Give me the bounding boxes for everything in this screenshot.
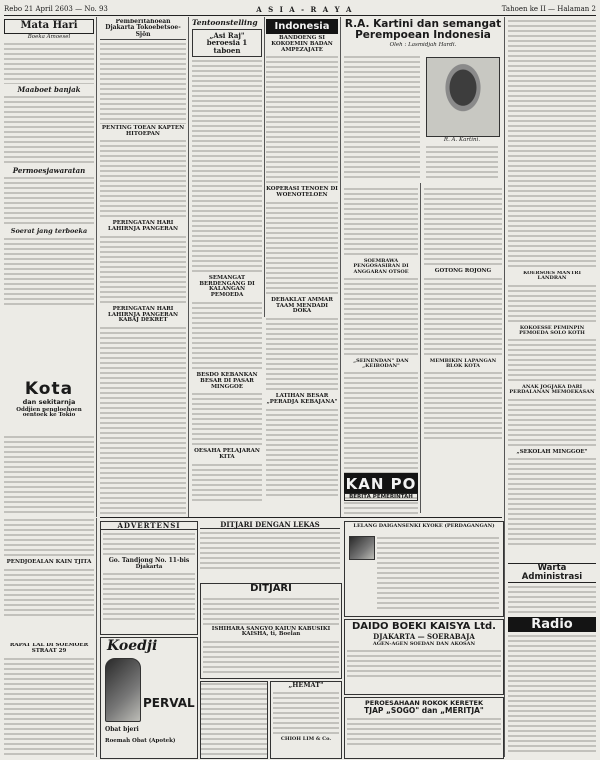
headline-kapten: PENTING TOEAN KAPTEN HITOEPAN bbox=[101, 124, 185, 137]
article-text bbox=[100, 235, 186, 305]
subhead-boeka-amoesel: Boeka Amoesel bbox=[27, 33, 71, 40]
article-text bbox=[344, 187, 418, 257]
rokok-title: PEROESAHAAN ROKOK KERETEK bbox=[364, 699, 484, 707]
article-text bbox=[4, 568, 94, 618]
advertensi-box bbox=[100, 521, 198, 635]
article-text bbox=[4, 657, 94, 757]
article-text bbox=[426, 145, 498, 181]
column-rule bbox=[96, 518, 97, 757]
masthead bbox=[4, 3, 596, 16]
chioh-name: CHIOH LIM & Co. bbox=[280, 735, 332, 742]
headline-besdo: BESDO KEBANKAN BESAR DI PASAR MINGGOE bbox=[196, 371, 258, 390]
ad-city: Djakarta bbox=[135, 563, 163, 570]
warta-administrasi bbox=[508, 563, 596, 613]
ad-text bbox=[103, 572, 195, 622]
kartini-portrait bbox=[426, 57, 500, 137]
daido-agents: AGEN-AGEN SOEDAN DAN AKOSAN bbox=[372, 640, 476, 647]
article-text bbox=[192, 392, 262, 447]
headline-tentoonstelling: Tentoonstelling bbox=[192, 19, 258, 27]
headline-ditjari-lekas: DITJARI DENGAN LEKAS bbox=[200, 521, 340, 529]
article-text bbox=[266, 55, 338, 185]
article-text bbox=[266, 408, 338, 498]
daido-cities: DJAKARTA — SOERABAJA bbox=[373, 631, 475, 641]
headline-semangat: SEMANGAT BERDENGANG DI KALANGAN PEMOEDA bbox=[199, 274, 255, 299]
article-text bbox=[508, 457, 596, 547]
article-text bbox=[4, 95, 94, 165]
article-text bbox=[266, 317, 338, 392]
article-text bbox=[192, 301, 262, 371]
portrait-caption: R. A. Kartini. bbox=[443, 137, 481, 143]
headline-debaklat: DEBAKLAT AMMAR TAAM MENDADI DOKA bbox=[271, 296, 333, 315]
article-text bbox=[4, 42, 94, 84]
headline-sekolah-minggoe: „SEKOLAH MINGGOE" bbox=[516, 448, 588, 455]
column-rule bbox=[504, 17, 505, 757]
headline-radio: Radio bbox=[508, 617, 596, 632]
headline-lapangan: MEMBIKIN LAPANGAN BLOK KOTA bbox=[429, 357, 497, 370]
headline-oesaha: OESAHA PELAJARAN KITA bbox=[194, 448, 260, 461]
article-text bbox=[508, 284, 596, 324]
hemat-ad bbox=[270, 681, 342, 759]
article-text bbox=[192, 59, 262, 274]
kanpo-title: KAN PO bbox=[345, 475, 417, 493]
masthead-title: A S I A - R A Y A bbox=[256, 4, 354, 14]
column-rule bbox=[188, 17, 189, 517]
headline-kota: Kota bbox=[24, 381, 74, 399]
column-5a bbox=[344, 187, 418, 515]
column-rule bbox=[420, 183, 421, 513]
kanpo-subtitle: BERITA PEMERINTAH bbox=[344, 493, 418, 501]
ditjari-lekas bbox=[200, 521, 340, 579]
article-text bbox=[4, 176, 94, 226]
daido-title: DAIDO BOEKI KAISYA Ltd. bbox=[352, 621, 496, 632]
radio-schedule bbox=[508, 634, 596, 752]
ad-text bbox=[200, 531, 340, 571]
lelang-title: LELANG DAIGANSENKI KYOKE (PERDAGANGAN) bbox=[353, 523, 495, 529]
article-text bbox=[424, 371, 502, 441]
column-5b bbox=[424, 187, 502, 515]
subhead-sekitarnja: dan sekitarnja bbox=[22, 397, 76, 406]
newspaper-page bbox=[4, 3, 596, 757]
lelang-seal bbox=[349, 536, 375, 560]
article-text bbox=[100, 42, 186, 124]
rokok-ad bbox=[344, 697, 504, 759]
article-text bbox=[4, 518, 94, 558]
small-ad bbox=[200, 681, 268, 759]
section-rule bbox=[100, 517, 502, 518]
column-1-end bbox=[4, 643, 94, 757]
column-6 bbox=[508, 19, 596, 269]
article-text bbox=[344, 277, 418, 357]
column-1 bbox=[4, 19, 94, 379]
article-text bbox=[508, 338, 596, 383]
column-1-lower bbox=[4, 435, 94, 515]
kanpo-box bbox=[344, 473, 418, 513]
headline-bandoeng: BANDOENG SI KOKOEMIN BADAN AMPEZAJATE bbox=[271, 35, 333, 53]
rokok-brand: TJAP „SOGO" dan „MERITJA" bbox=[364, 705, 484, 715]
sangyo-name: ISHIHARA SANGYO KAIUN KABUSIKI KAISHA, ti, Boelan bbox=[211, 625, 331, 638]
headline-pemberitahoean: Pemberitahoean Djakarta Tokoebetsoe-Sjōn bbox=[100, 19, 186, 40]
masthead-left: Rebo 21 April 2603 — No. 93 bbox=[4, 5, 108, 13]
perval-ad bbox=[100, 637, 198, 759]
column-1-bottom bbox=[4, 518, 94, 638]
headline-soembawa: SOEMBAWA PENGOSASIRAN DI ANGGARAN OTSOE bbox=[353, 258, 409, 275]
headline-maaboet-banjak: Maaboet banjak bbox=[17, 84, 81, 94]
ad-text bbox=[377, 536, 499, 612]
headline-latihan: LATIHAN BESAR „PERADJA KEBAJANA" bbox=[266, 393, 338, 405]
headline-advertensi: ADVERTENSI bbox=[101, 522, 197, 530]
headline-koersoes: KOERSOES MANTRI LANDRAN bbox=[523, 271, 581, 282]
daido-ad bbox=[344, 619, 504, 695]
column-rule bbox=[96, 17, 97, 517]
headline-koperasi: KOPERASI TENOEN DI WOENOTELOEN bbox=[266, 186, 338, 199]
headline-permoesjawaratan: Permoesjawaratan bbox=[12, 165, 86, 175]
article-text bbox=[508, 398, 596, 448]
article-text bbox=[266, 201, 338, 296]
perval-brand: PERVAL bbox=[143, 696, 195, 710]
article-text bbox=[192, 463, 262, 503]
perval-obat: Obat bjeri bbox=[105, 726, 139, 733]
article-text bbox=[100, 139, 186, 219]
ad-text bbox=[203, 597, 339, 625]
article-text bbox=[344, 55, 420, 180]
subhead-tokio: oentoek ke Tokio bbox=[22, 412, 76, 419]
ad-text bbox=[347, 649, 501, 677]
headline-rapat: RAPAT LAL DI SOEMOER STRAAT 29 bbox=[9, 643, 89, 654]
article-text bbox=[508, 585, 596, 613]
hemat-title: „HEMAT" bbox=[288, 681, 324, 689]
headline-kartini: R.A. Kartini dan semangat Perempoean Indonesia bbox=[344, 19, 502, 42]
headline-mata-hari: Mata Hari bbox=[4, 19, 94, 34]
headline-asi-raja: „Asi Raj" beroesia 1 taboen bbox=[192, 29, 262, 57]
kota-section bbox=[4, 381, 94, 431]
headline-kain-tjita: PENDJOEALAN KAIN TJITA bbox=[6, 559, 92, 565]
koedji-title: Koedji bbox=[107, 638, 158, 654]
subhead-oddjien: Oddjien pengloehoen bbox=[16, 406, 82, 413]
ad-text bbox=[103, 532, 195, 556]
masthead-right: Tahoen ke II — Halaman 2 bbox=[501, 5, 596, 13]
banner-indonesia: Indonesia bbox=[266, 19, 338, 34]
radio-section bbox=[508, 617, 596, 757]
headline-kokoesse: KOKOESSE PEMINPIN PEMOEDA SOLO KOTH bbox=[519, 324, 585, 336]
ad-text bbox=[203, 640, 339, 674]
column-4 bbox=[266, 19, 338, 515]
byline-kartini: Oleh : Lasmidjah Hardi. bbox=[389, 42, 457, 49]
headline-gotong-rojong: GOTONG ROJONG bbox=[434, 268, 492, 274]
headline-peringatan: PERINGATAN HARI LAHIRNJA PANGERAN bbox=[107, 220, 179, 233]
headline-jogja: ANAK JOGJAKA DARI PERDALANAN MEMOEKASAN bbox=[509, 384, 595, 396]
headline-soerat-terboeka: Soerat jang terboeka bbox=[10, 227, 88, 236]
perval-bottle bbox=[105, 658, 141, 722]
headline-ditjari: DITJARI bbox=[250, 583, 292, 594]
column-3 bbox=[192, 19, 262, 515]
column-6-lower bbox=[508, 271, 596, 561]
ad-text bbox=[347, 717, 501, 745]
ditjari-box bbox=[200, 583, 342, 679]
article-text bbox=[100, 326, 186, 515]
lelang-ad bbox=[344, 521, 504, 617]
headline-warta: Warta Administrasi bbox=[508, 563, 596, 583]
kartini-feature bbox=[344, 19, 502, 184]
article-text bbox=[424, 277, 502, 357]
ad-text bbox=[273, 691, 339, 735]
article-text bbox=[424, 187, 502, 267]
perval-apotek: Roemah Obat (Apotek) bbox=[105, 738, 176, 744]
column-rule bbox=[264, 17, 265, 317]
article-text bbox=[4, 237, 94, 307]
ad-address: Go. Tandjong No. 11-bis bbox=[108, 557, 190, 565]
headline-seinendan: „SEINENDAN" DAN „KEIBODAN" bbox=[353, 357, 409, 369]
column-rule bbox=[340, 17, 341, 517]
column-2 bbox=[100, 19, 186, 515]
headline-peringatan-2: PERINGATAN HARI LAHIRNJA PANGERAN KABAJ DEKRET bbox=[107, 305, 179, 324]
